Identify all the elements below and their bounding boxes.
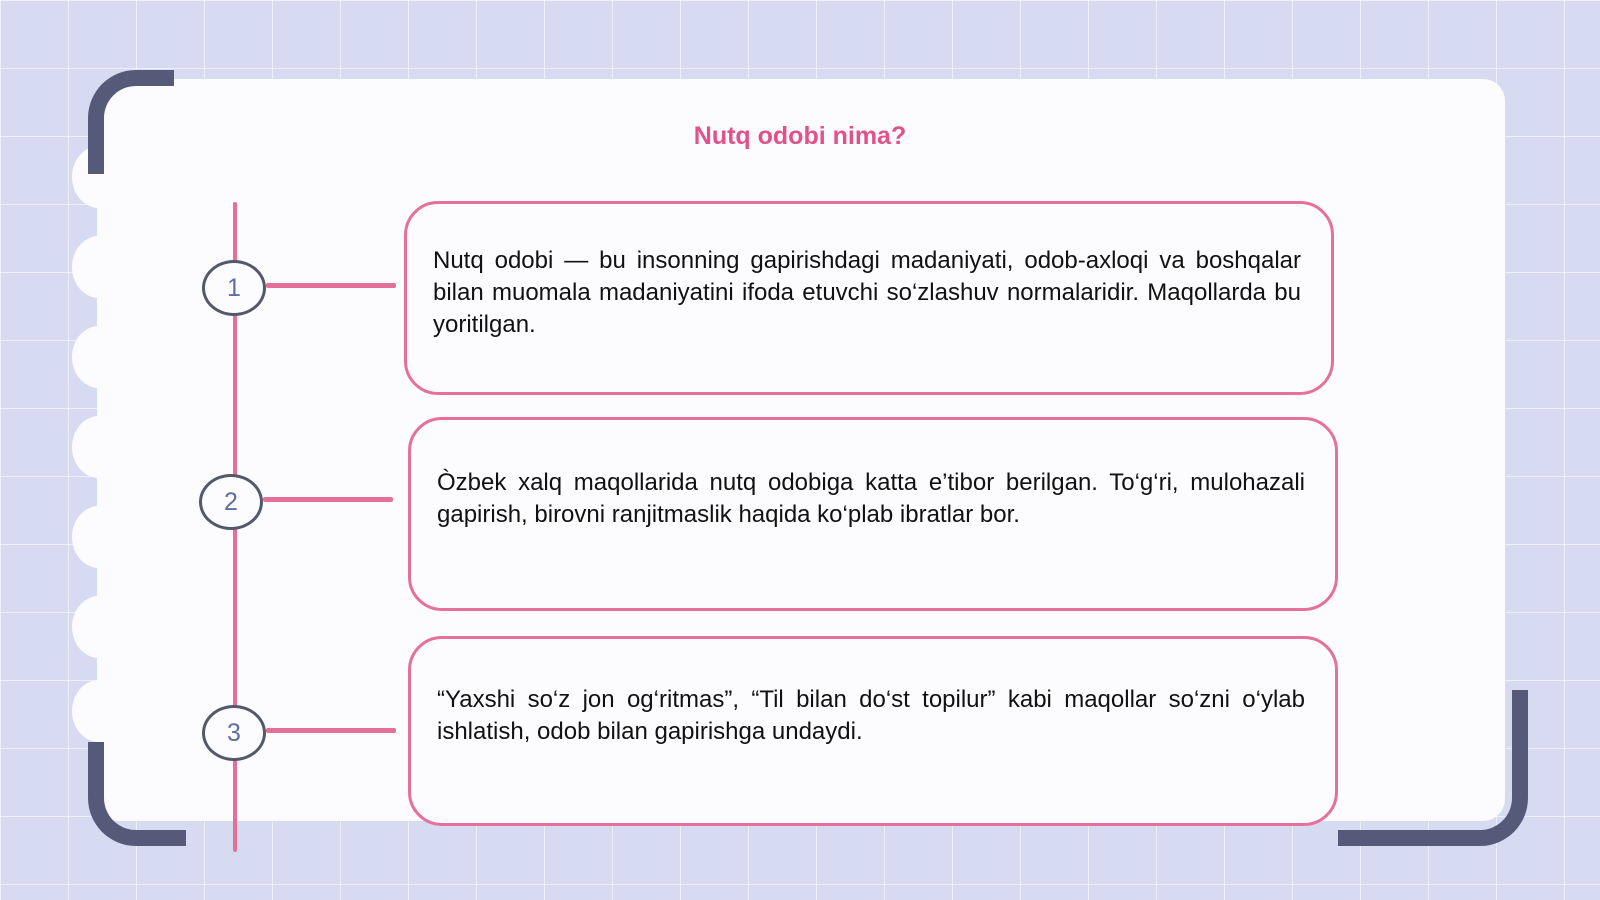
info-box-2 [408, 417, 1338, 611]
card-edge-scallop [72, 596, 126, 658]
card-edge-scallop [72, 236, 126, 298]
frame-corner-bottom-left [88, 742, 186, 846]
info-box-text: Òzbek xalq maqollarida nutq odobiga katta e’tibor berilgan. To‘g‘ri, mulohazali gapirish, birovni ranjitmaslik haqida ko‘plab ibratlar bor. [437, 469, 1305, 528]
card-edge-scallop [72, 680, 126, 742]
frame-corner-bottom-right [1338, 690, 1528, 846]
slide-title: Nutq odobi nima? [693, 122, 907, 150]
step-node-1: 1 [202, 260, 266, 316]
timeline-connector [263, 497, 393, 502]
info-box-1 [404, 201, 1334, 395]
step-node-3: 3 [202, 705, 266, 761]
timeline-connector [266, 728, 396, 733]
card-edge-scallop [72, 326, 126, 388]
card-edge-scallop [72, 506, 126, 568]
info-box-3 [408, 636, 1338, 826]
step-node-2: 2 [199, 474, 263, 530]
info-box-text: Nutq odobi — bu insonning gapirishdagi madaniyati, odob-axloqi va boshqalar bilan muomala madaniyatini ifoda etuvchi so‘zlashuv normalaridir. Maqollarda bu yoritilgan. [433, 247, 1301, 338]
timeline-connector [266, 283, 396, 288]
card-edge-scallop [72, 416, 126, 478]
info-box-text: “Yaxshi so‘z jon og‘ritmas”, “Til bilan do‘st topilur” kabi maqollar so‘zni o‘ylab ishlatish, odob bilan gapirishga undaydi. [437, 686, 1305, 745]
